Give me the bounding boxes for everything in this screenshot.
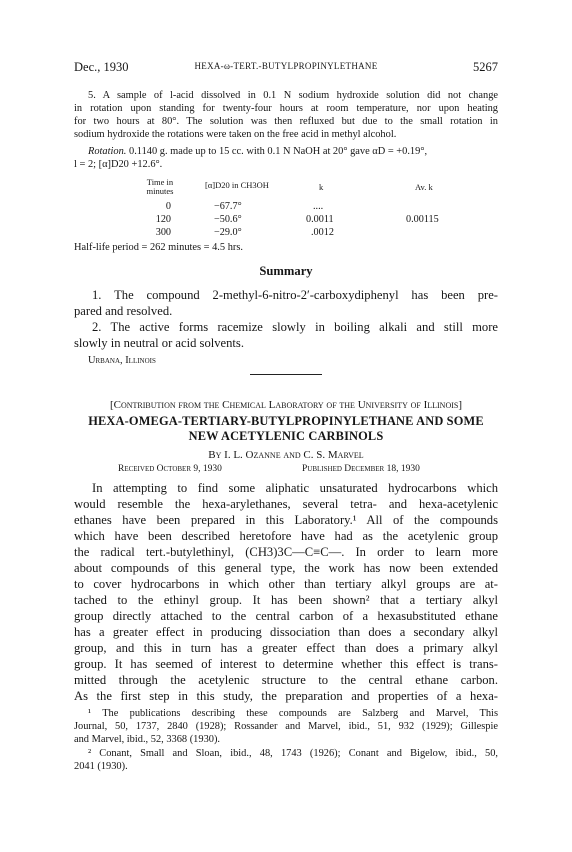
section5-line: sodium hydroxide the rotations were taken on the free acid in methyl alcohol. xyxy=(74,129,397,140)
contribution-line: [Contribution from the Chemical Laboratory of the University of Illinois] xyxy=(109,399,463,411)
table-header-alpha: [α]D20 in CH3OH xyxy=(205,180,269,190)
section5-line: in rotation upon standing for twenty-four hours at room temperature, nor upon heating xyxy=(74,103,498,114)
summary-heading: Summary xyxy=(259,264,313,278)
table-header-time: Time in minutes xyxy=(146,177,174,196)
summary-line: pared and resolved. xyxy=(74,304,173,318)
running-header xyxy=(74,60,498,76)
footnote-line: Journal, 50, 1737, 2840 (1928); Rossander and Marvel, ibid., 51, 932 (1929); Gillespie xyxy=(74,721,498,732)
body-line: has a greater effect in producing dissociation than does a secondary alkyl xyxy=(74,625,498,639)
rotation-line-1 xyxy=(74,145,498,158)
summary-location: Urbana, Illinois xyxy=(88,355,156,366)
table-cell-k: .0012 xyxy=(311,227,334,238)
table-cell-alpha: −67.7° xyxy=(214,201,242,212)
body-line: In attempting to find some aliphatic unsaturated hydrocarbons which xyxy=(92,481,498,495)
table-header-avk: Av. k xyxy=(415,182,433,192)
body-line: group directly attached to the central carbon of a hexasubstituted ethane xyxy=(74,609,498,623)
rotation-line-2: l = 2; [α]D20 +12.6°. xyxy=(74,159,163,170)
body-line: to cover hydrocarbons in which other than tertiary alkyl groups are at- xyxy=(74,577,498,591)
table-cell-avk: 0.00115 xyxy=(406,214,439,225)
table-cell-time: 0 xyxy=(165,201,171,212)
table-cell-time: 300 xyxy=(155,227,171,238)
body-line: group, and this in turn has a greater effect than does a primary alkyl xyxy=(74,641,498,655)
half-life-text: Half-life period = 262 minutes = 4.5 hrs. xyxy=(74,242,243,253)
summary-line: slowly in neutral or acid solvents. xyxy=(74,336,244,350)
body-line: about compounds of this general type, the work has now been extended xyxy=(74,561,498,575)
table-cell-k: 0.0011 xyxy=(306,214,334,225)
body-line: would resemble the hexa-arylethanes, several tetra- and hexa-acetylenic xyxy=(74,497,498,511)
summary-line: 1. The compound 2-methyl-6-nitro-2′-carboxydiphenyl has been pre- xyxy=(92,288,498,302)
body-line: group. It has seemed of interest to determine whether this effect is trans- xyxy=(74,657,498,671)
section5-line: for two hours at 80°. The solution was then refluxed but due to the small rotation in xyxy=(74,116,498,127)
table-cell-time: 120 xyxy=(155,214,171,225)
header-date: Dec., 1930 xyxy=(74,60,129,74)
footnote-line: ² Conant, Small and Sloan, ibid., 48, 1743 (1926); Conant and Bigelow, ibid., 50, xyxy=(88,748,498,759)
published-date: Published December 18, 1930 xyxy=(302,464,420,474)
footnote-line: 2041 (1930). xyxy=(74,761,128,772)
table-cell-k: .... xyxy=(313,201,324,212)
header-page-number: 5267 xyxy=(473,60,498,74)
footnote-line: ¹ The publications describing these compounds are Salzberg and Marvel, This xyxy=(88,708,498,719)
section5-line: 5. A sample of l-acid dissolved in 0.1 N sodium hydroxide solution did not change xyxy=(88,90,498,101)
body-line: tached to the ethinyl group. It has been shown² that a tertiary alkyl xyxy=(74,593,498,607)
received-date: Received October 9, 1930 xyxy=(118,464,222,474)
table-header-k: k xyxy=(319,182,324,192)
body-line: ethanes have been prepared in this Laboratory.¹ All of the compounds xyxy=(74,513,498,527)
article-title-line-1: HEXA-OMEGA-TERTIARY-BUTYLPROPINYLETHANE AND SOME xyxy=(88,414,484,428)
article-title-line-2: NEW ACETYLENIC CARBINOLS xyxy=(188,429,384,443)
footnote-line: and Marvel, ibid., 52, 3368 (1930). xyxy=(74,734,221,745)
summary-line: 2. The active forms racemize slowly in boiling alkali and still more xyxy=(92,320,498,334)
section-divider xyxy=(250,374,322,375)
body-line: which have been described heretofore have had as the acetylenic group xyxy=(74,529,498,543)
table-cell-alpha: −29.0° xyxy=(214,227,242,238)
body-line: the radical tert.-butylethinyl, (CH3)3C—C≡C—. In order to learn more xyxy=(74,545,498,559)
rotation-text: 0.1140 g. made up to 15 cc. with 0.1 N NaOH at 20° gave αD = +0.19°, xyxy=(129,146,428,157)
body-line: As the first step in this study, the preparation and properties of a hexa- xyxy=(74,689,498,703)
table-cell-alpha: −50.6° xyxy=(214,214,242,225)
rotation-label: Rotation. xyxy=(88,146,127,157)
header-running-title: HEXA-ω-TERT.-BUTYLPROPINYLETHANE xyxy=(194,61,378,71)
body-line: mitted through the acetylenic structure to the central ethane carbon. xyxy=(74,673,498,687)
article-authors: By I. L. Ozanne and C. S. Marvel xyxy=(208,449,364,461)
